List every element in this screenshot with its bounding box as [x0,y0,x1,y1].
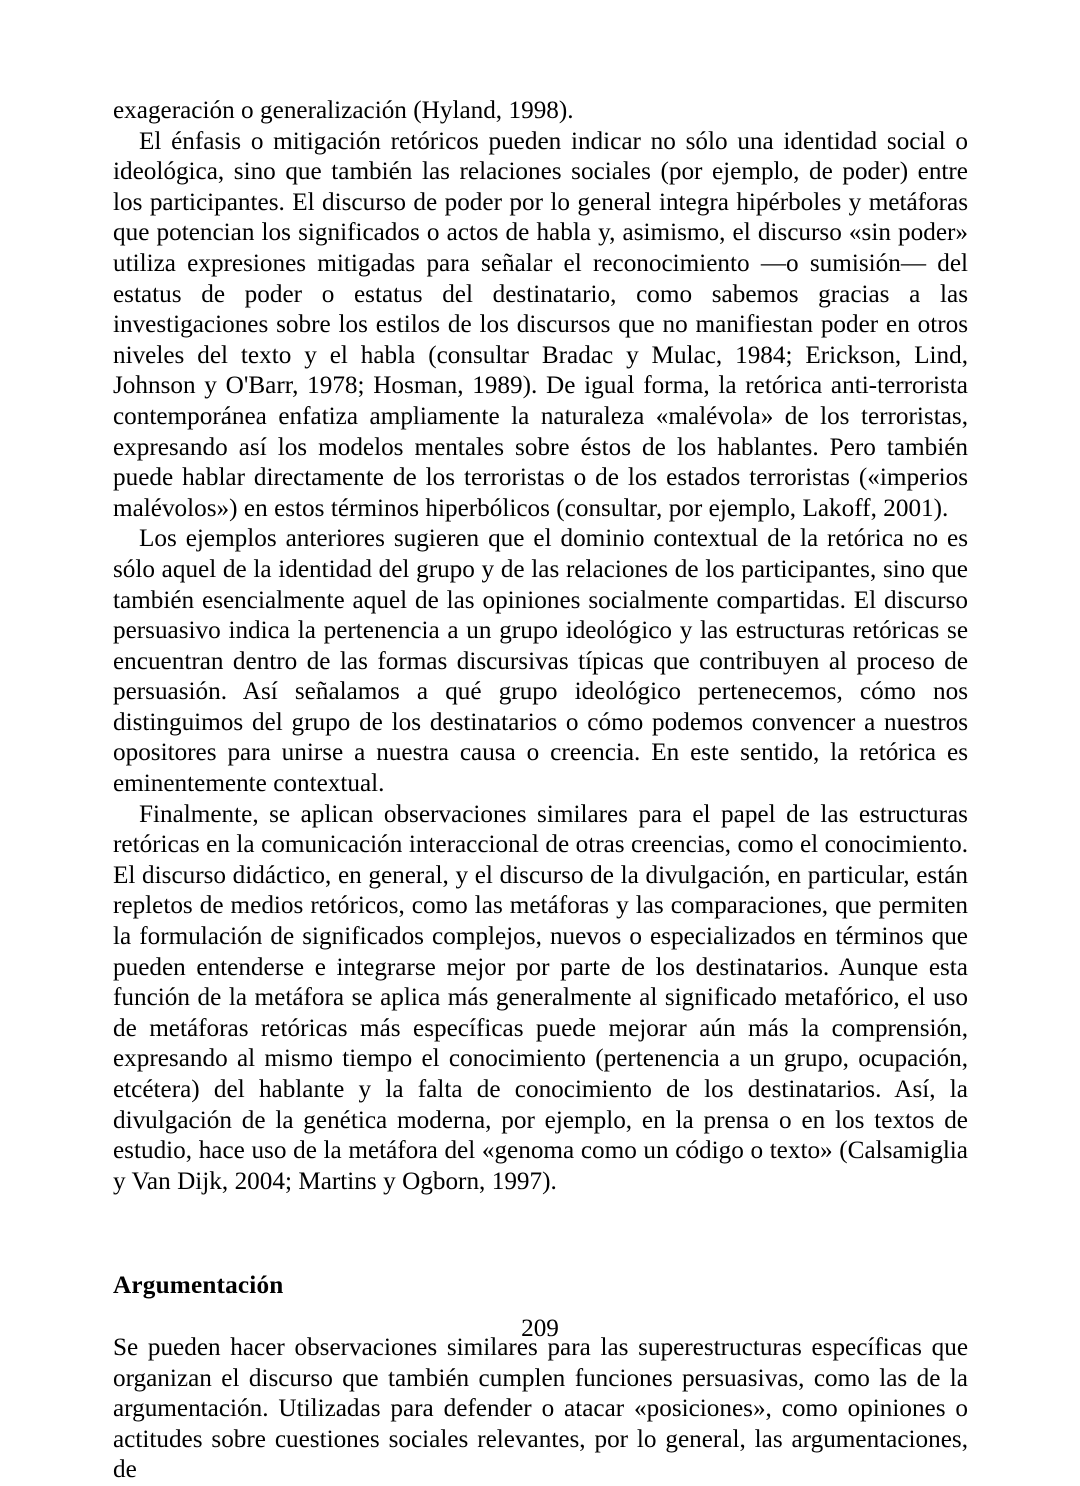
paragraph-ejemplos-anteriores: Los ejemplos anteriores sugieren que el dominio contextual de la retórica no es sólo aquel de la identidad del grupo y de las relaciones de los participantes, sino que también esencialmente aquel de las opiniones socialmente compartidas. El discurso persuasivo indica la pertenencia a un grupo ideológico y las estructuras retóricas se encuentran dentro de las formas discursivas típicas que contribuyen al proceso de persuasión. Así señalamos a qué grupo ideológico pertenecemos, cómo nos distinguimos del grupo de los destinatarios o cómo podemos convencer a nuestros opositores para unirse a nuestra causa o creencia. En este sentido, la retórica es eminentemente contextual. [113,525,968,798]
paragraph-enfasis-mitigacion: El énfasis o mitigación retóricos pueden indicar no sólo una identidad social o ideológica, sino que también las relaciones sociales (por ejemplo, de poder) entre los participantes. El discurso de poder por lo general integra hipérboles y metáforas que potencian los significados o actos de habla y, asimismo, el discurso «sin poder» utiliza expresiones mitigadas para señalar el reconocimiento —o sumisión— del estatus de poder o estatus del destinatario, como sabemos gracias a las investigaciones sobre los estilos de los discursos que no manifiestan poder en otros niveles del texto y el habla (consultar Bradac y Mulac, 1984; Erickson, Lind, Johnson y O'Barr, 1978; Hosman, 1989). De igual forma, la retórica anti-terrorista contemporánea enfatiza ampliamente la naturaleza «malévola» de los terroristas, expresando así los modelos mentales sobre éstos de los hablantes. Pero también puede hablar directamente de los terroristas o de los estados terroristas («imperios malévolos») en estos términos hiperbólicos (consultar, por ejemplo, Lakoff, 2001). [113,127,968,522]
section-heading-argumentacion: Argumentación [113,1272,284,1300]
paragraph-continued: exageración o generalización (Hyland, 1998). [113,97,574,124]
page-number: 209 [521,1315,559,1342]
paragraph-finalmente: Finalmente, se aplican observaciones similares para el papel de las estructuras retóricas en la comunicación interaccional de otras creencias, como el conocimiento. El discurso didáctico, en general, y el discurso de la divulgación, en particular, están repletos de medios retóricos, como las metáforas y las comparaciones, que permiten la formulación de significados complejos, nuevos o especializados en términos que pueden entenderse e integrarse mejor por parte de los destinatarios. Aunque esta función de la metáfora se aplica más generalmente al significado metafórico, el uso de metáforas retóricas más específicas puede mejorar aún más la comprensión, expresando al mismo tiempo el conocimiento (pertenencia a un grupo, ocupación, etcétera) del hablante y la falta de conocimiento de los destinatarios. Así, la divulgación de la genética moderna, por ejemplo, en la prensa o en los textos de estudio, hace uso de la metáfora del «genoma como un código o texto» (Calsamiglia y Van Dijk, 2004; Martins y Ogborn, 1997). [113,800,968,1195]
heading-spacer-above [113,1197,968,1271]
text-column [113,96,968,1486]
paragraph-argumentacion-intro: Se pueden hacer observaciones similares para las superestructuras específicas que organizan el discurso que también cumplen funciones persuasivas, como las de la argumentación. Utilizadas para defender o atacar «posiciones», como opiniones o actitudes sobre cuestiones sociales relevantes, por lo general, las argumentaciones, de [113,1333,968,1484]
